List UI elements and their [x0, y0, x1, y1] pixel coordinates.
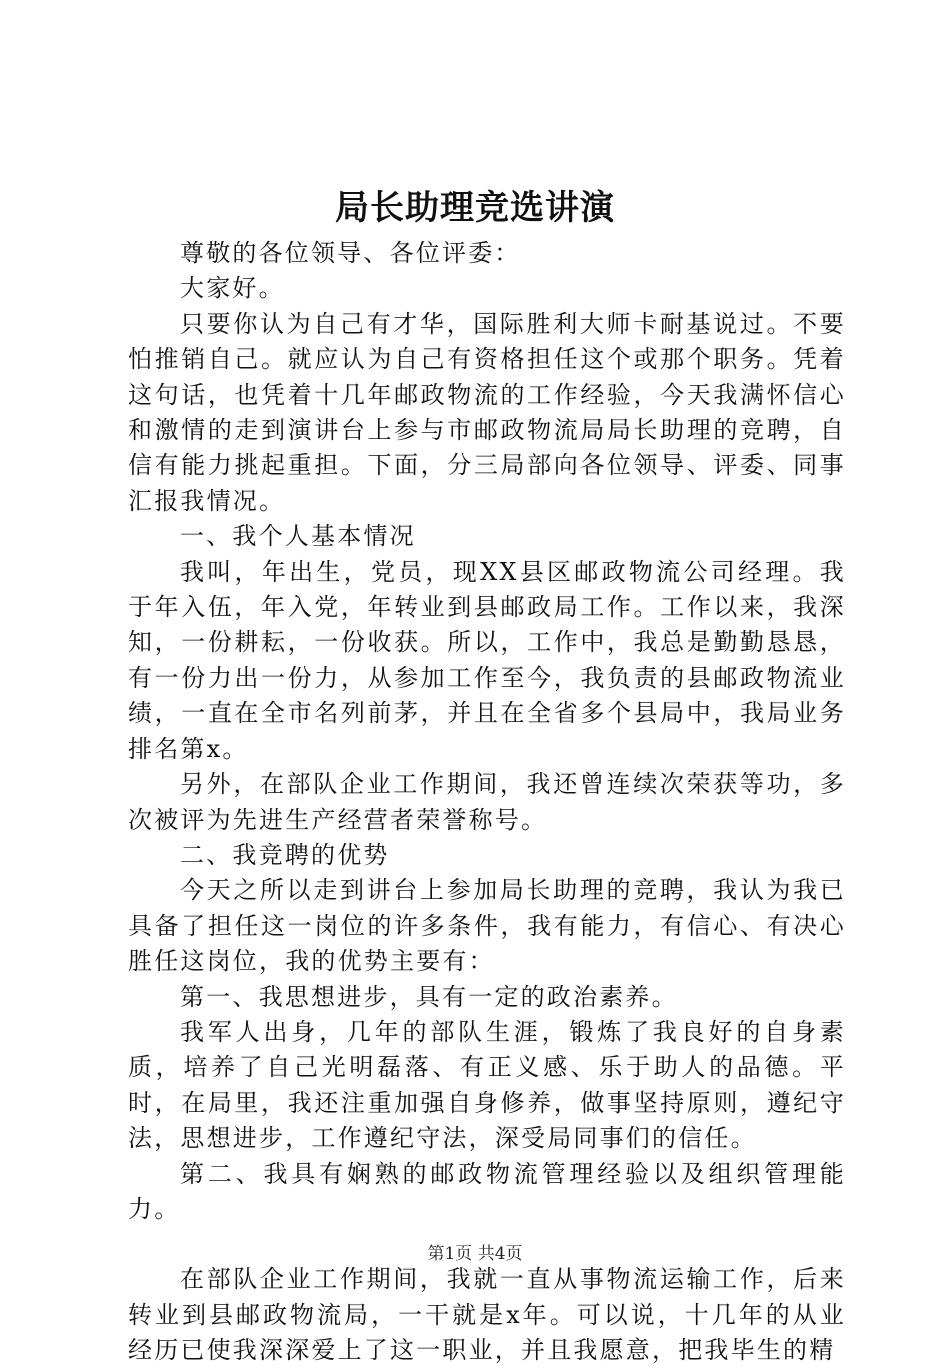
intro-paragraph: 只要你认为自己有才华，国际胜利大师卡耐基说过。不要怕推销自己。就应认为自己有资格担任这个或那个职务。凭着这句话，也凭着十几年邮政物流的工作经验，今天我满怀信心和激情的走到演讲台上参与市邮政物流局局长助理的竞聘，自信有能力挑起重担。下面，分三局部向各位领导、评委、同事汇报我情况。 [128, 309, 846, 515]
document-title: 局长助理竞选讲演 [335, 188, 615, 228]
advantage-2-paragraph: 在部队企业工作期间，我就一直从事物流运输工作，后来转业到县邮政物流局，一干就是x年。可以说，十几年的从业经历已使我深深爱上了这一职业，并且我愿意，把我毕生的精 [128, 1265, 846, 1365]
advantages-intro-paragraph: 今天之所以走到讲台上参加局长助理的竞聘，我认为我已具备了担任这一岗位的许多条件，我有能力，有信心、有决心胜任这岗位，我的优势主要有： [128, 876, 846, 976]
greeting: 大家好。 [180, 274, 285, 303]
advantage-1-paragraph: 我军人出身，几年的部队生涯，锻炼了我良好的自身素质，培养了自己光明磊落、有正义感、乐于助人的品德。平时，在局里，我还注重加强自身修养，做事坚持原则，遵纪守法，思想进步，工作遵纪守法，深受局同事们的信任。 [128, 1017, 846, 1153]
document-body [128, 236, 846, 1369]
advantage-2-heading: 第二、我具有娴熟的邮政物流管理经验以及组织管理能力。 [128, 1159, 846, 1223]
salutation: 尊敬的各位领导、各位评委： [180, 239, 521, 267]
section-heading-2: 二、我竞聘的优势 [180, 840, 390, 869]
personal-info-paragraph: 我叫，年出生，党员，现XX县区邮政物流公司经理。我于年入伍，年入党，年转业到县邮政局工作。工作以来，我深知，一份耕耘，一份收获。所以，工作中，我总是勤勤恳恳，有一份力出一份力，从参加工作至今，我负责的县邮政物流业绩，一直在全市名列前茅，并且在全省多个县局中，我局业务排名第x。 [128, 557, 846, 763]
advantage-1-heading: 第一、我思想进步，具有一定的政治素养。 [180, 982, 678, 1011]
section-heading-1: 一、我个人基本情况 [180, 522, 416, 551]
page-footer: 第1页 共4页 [427, 1244, 523, 1264]
honors-paragraph: 另外，在部队企业工作期间，我还曾连续次荣获等功，多次被评为先进生产经营者荣誉称号。 [128, 770, 846, 834]
